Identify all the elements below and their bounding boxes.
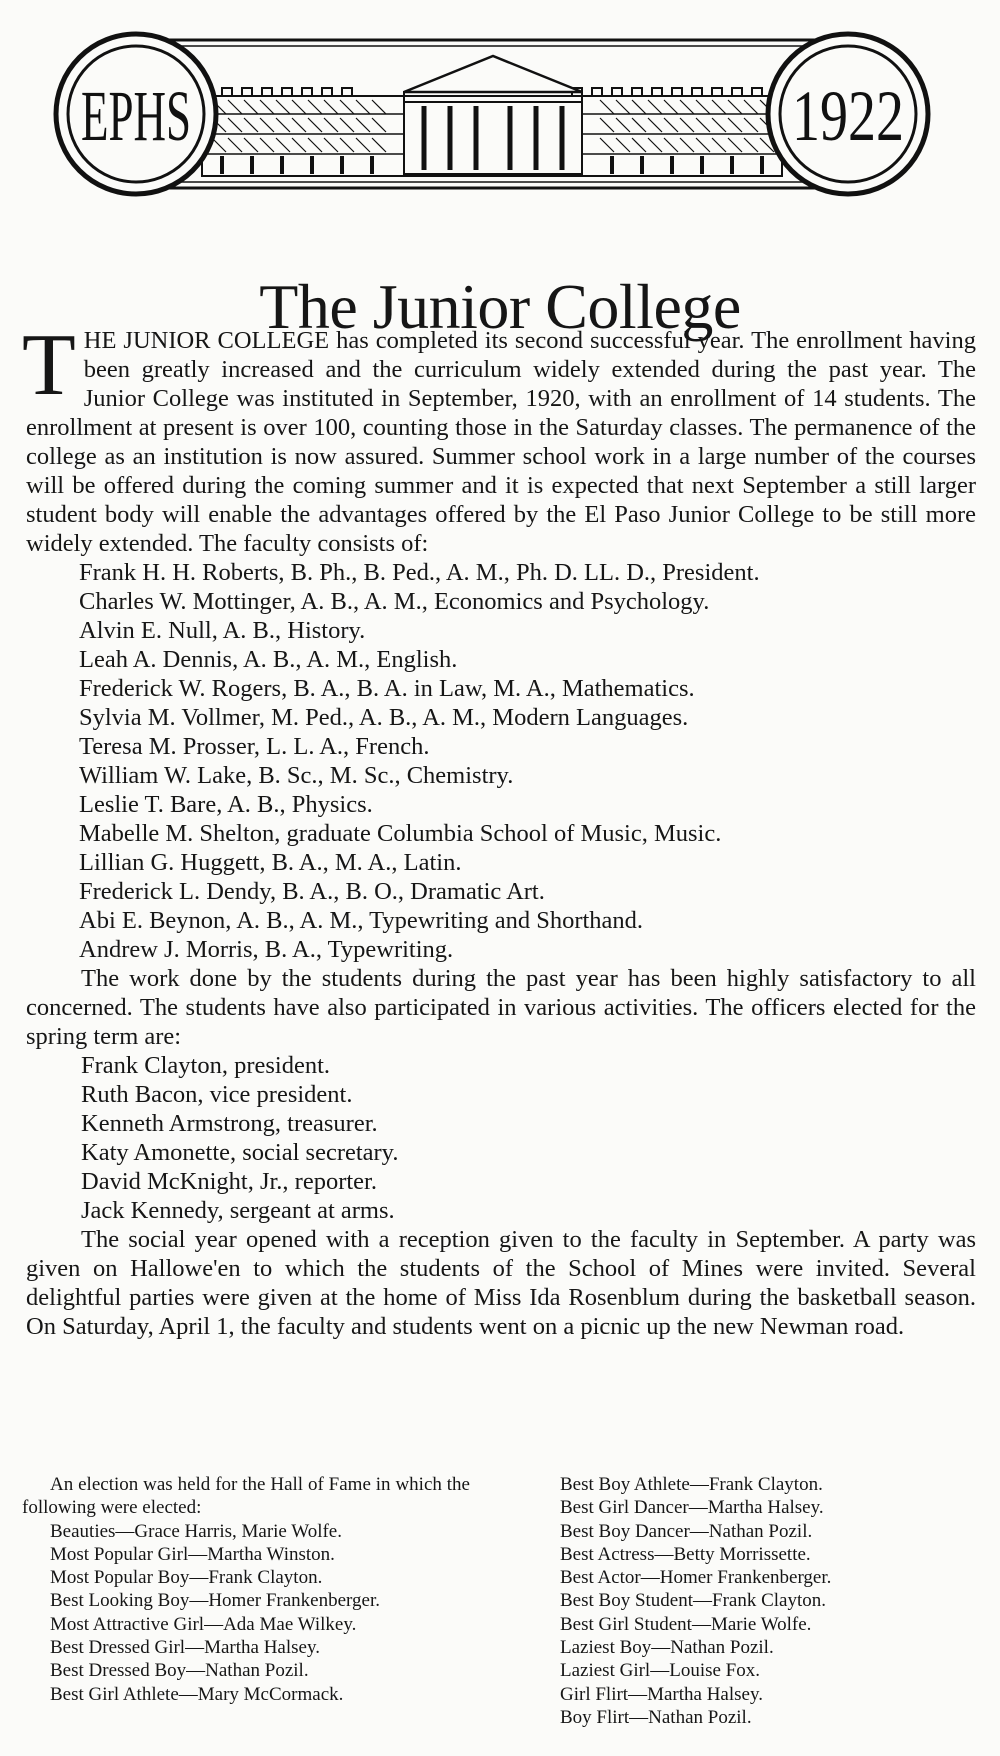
hall-of-fame-left-column (22, 1473, 470, 1706)
hall-of-fame-item: Most Popular Girl—Martha Winston. (50, 1543, 335, 1565)
faculty-item: Leslie T. Bare, A. B., Physics. (79, 791, 373, 818)
year-seal (768, 34, 928, 194)
hall-of-fame-right-column (560, 1473, 980, 1729)
hall-of-fame-list-right (560, 1473, 980, 1729)
hall-of-fame-item: Laziest Boy—Nathan Pozil. (560, 1637, 774, 1659)
officer-item: David McKnight, Jr., reporter. (81, 1168, 377, 1195)
hall-of-fame-list-left (22, 1520, 470, 1706)
faculty-item: William W. Lake, B. Sc., M. Sc., Chemistry. (79, 762, 514, 789)
faculty-item: Frederick L. Dendy, B. A., B. O., Dramatic Art. (79, 878, 545, 905)
hall-of-fame-item: Best Girl Student—Marie Wolfe. (560, 1613, 812, 1635)
article-body (22, 317, 976, 1341)
ephs-seal (56, 34, 216, 194)
faculty-item: Abi E. Beynon, A. B., A. M., Typewriting and Shorthand. (79, 907, 644, 934)
intro-paragraph (22, 317, 976, 558)
faculty-item: Lillian G. Huggett, B. A., M. A., Latin. (79, 849, 462, 876)
officer-item: Jack Kennedy, sergeant at arms. (81, 1197, 395, 1224)
hall-of-fame-item: Best Boy Student—Frank Clayton. (560, 1590, 826, 1612)
hall-of-fame-item: Beauties—Grace Harris, Marie Wolfe. (50, 1520, 342, 1542)
svg-text:EPHS: EPHS (81, 76, 191, 156)
hall-of-fame-item: Best Actress—Betty Morrissette. (560, 1543, 811, 1565)
header-banner (52, 30, 932, 198)
hall-of-fame-item: Best Dressed Girl—Martha Halsey. (50, 1637, 320, 1659)
hall-of-fame-intro: An election was held for the Hall of Fame in which the following were elected: (22, 1474, 470, 1519)
faculty-item: Frederick W. Rogers, B. A., B. A. in Law, M. A., Mathematics. (79, 675, 695, 702)
officer-item: Ruth Bacon, vice president. (81, 1081, 353, 1108)
faculty-item: Leah A. Dennis, A. B., A. M., English. (79, 646, 458, 673)
hall-of-fame-item: Girl Flirt—Martha Halsey. (560, 1683, 763, 1705)
drop-cap: T (22, 317, 76, 414)
faculty-item: Mabelle M. Shelton, graduate Columbia School of Music, Music. (79, 820, 722, 847)
officer-item: Katy Amonette, social secretary. (81, 1139, 399, 1166)
school-building-illustration (52, 30, 932, 198)
hall-of-fame-item: Most Popular Boy—Frank Clayton. (50, 1567, 323, 1589)
hall-of-fame-item: Best Boy Athlete—Frank Clayton. (560, 1474, 823, 1495)
faculty-item: Teresa M. Prosser, L. L. A., French. (79, 733, 430, 760)
svg-text:1922: 1922 (792, 76, 904, 156)
faculty-item: Charles W. Mottinger, A. B., A. M., Economics and Psychology. (79, 588, 710, 615)
officer-item: Kenneth Armstrong, treasurer. (81, 1110, 378, 1137)
page-title: The Junior College (259, 270, 741, 342)
faculty-list (26, 558, 976, 964)
faculty-item: Andrew J. Morris, B. A., Typewriting. (79, 936, 454, 963)
hall-of-fame-item: Laziest Girl—Louise Fox. (560, 1660, 760, 1682)
hall-of-fame-item: Best Looking Boy—Homer Frankenberger. (50, 1590, 380, 1612)
officer-item: Frank Clayton, president. (81, 1052, 331, 1079)
faculty-item: Alvin E. Null, A. B., History. (79, 617, 366, 644)
hall-of-fame-item: Boy Flirt—Nathan Pozil. (560, 1706, 752, 1728)
faculty-item: Frank H. H. Roberts, B. Ph., B. Ped., A. M., Ph. D. LL. D., President. (79, 559, 760, 586)
officers-list (26, 1051, 976, 1225)
hall-of-fame-item: Best Girl Athlete—Mary McCormack. (50, 1683, 344, 1705)
intro-text: HE JUNIOR COLLEGE has completed its second successful year. The enrollment having been greatly increased and the curriculum widely extended during the past year. The Junior College was instituted in September, 1920, with an enrollment of 14 students. The enrollment at present is over 100, counting those in the Saturday classes. The permanence of the college as an institution is now assured. Summer school work in a large number of the courses will be offered during the coming summer and it is expected that next September a still larger student body will enable the advantages offered by the El Paso Junior College to be still more widely extended. The faculty consists of: (26, 327, 976, 557)
hall-of-fame-item: Best Boy Dancer—Nathan Pozil. (560, 1520, 813, 1542)
hall-of-fame-item: Best Girl Dancer—Martha Halsey. (560, 1497, 824, 1519)
hall-of-fame-item: Most Attractive Girl—Ada Mae Wilkey. (50, 1613, 357, 1635)
work-paragraph: The work done by the students during the past year has been highly satisfactory to all concerned. The students have also participated in various activities. The officers elected for the spring term are: (26, 965, 976, 1050)
faculty-item: Sylvia M. Vollmer, M. Ped., A. B., A. M., Modern Languages. (79, 704, 689, 731)
hall-of-fame-item: Best Actor—Homer Frankenberger. (560, 1567, 832, 1589)
social-paragraph: The social year opened with a reception given to the faculty in September. A party was given on Hallowe'en to which the students of the School of Mines were invited. Several delightful parties were given at the home of Miss Ida Rosenblum during the basketball season. On Saturday, April 1, the faculty and students went on a picnic up the new Newman road. (26, 1226, 976, 1340)
hall-of-fame-item: Best Dressed Boy—Nathan Pozil. (50, 1660, 309, 1682)
